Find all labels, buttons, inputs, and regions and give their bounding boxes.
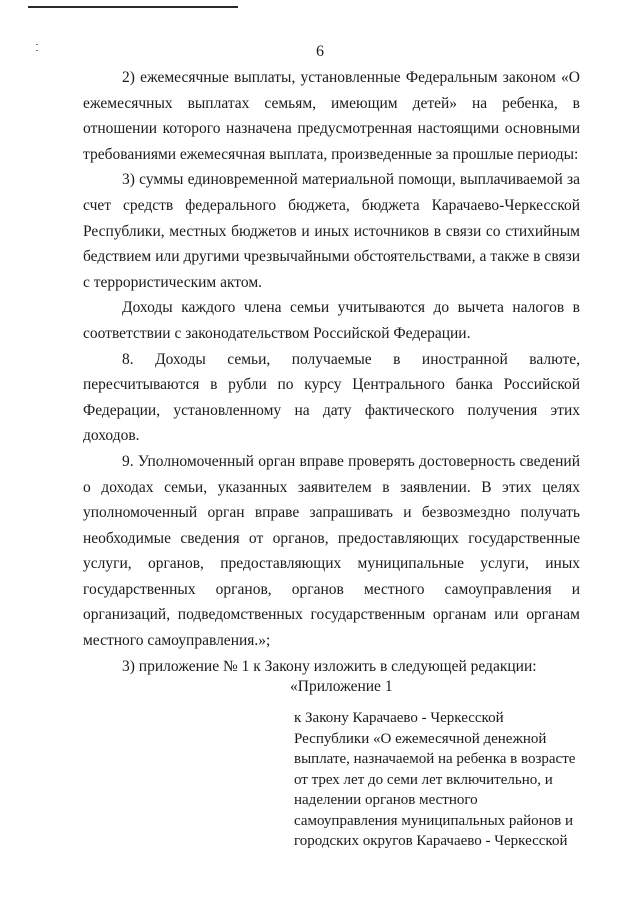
appendix-title: «Приложение 1 (290, 678, 393, 695)
appendix-line: наделении органов местного (294, 792, 478, 808)
paragraph-appendix-amendment: 3) приложение № 1 к Закону изложить в следующей редакции: (122, 657, 537, 675)
paragraph-income-before-taxes: Доходы каждого члена семьи учитываются до вычета налогов в соответствии с законодательством Российской Федерации. (83, 299, 580, 342)
paragraph-monthly-payments: 2) ежемесячные выплаты, установленные Федеральным законом «О ежемесячных выплатах семьям, имеющим детей» на ребенка, в отношении которого назначена предусмотренная настоящими основными требованиями ежемесячная выплата, произведенные за прошлые периоды: (83, 69, 580, 163)
appendix-line: Республики «О ежемесячной денежной (294, 730, 547, 747)
paragraph-foreign-currency: 8. Доходы семьи, получаемые в иностранной валюте, пересчитываются в рубли по курсу Центрального банка Российской Федерации, установленному на дату фактического получения этих доходов. (83, 350, 580, 445)
appendix-line: от трех лет до семи лет включительно, и (294, 771, 553, 788)
paragraph-one-time-aid: 3) суммы единовременной материальной помощи, выплачиваемой за счет средств федерального бюджета, бюджета Карачаево-Черкесской Республики, местных бюджетов и иных источников в связи со стихийным бедствием или другими чрезвычайными обстоятельствами, а также в связи с террористическим актом. (83, 171, 580, 291)
appendix-reference (294, 708, 584, 852)
appendix-line: выплате, назначаемой на ребенка в возрасте (294, 751, 576, 767)
document-body (83, 65, 580, 679)
appendix-line: городских округов Карачаево - Черкесской (294, 833, 568, 849)
page-number: 6 (316, 43, 324, 60)
appendix-line: самоуправления муниципальных районов и (294, 812, 574, 829)
paragraph-verification: 9. Уполномоченный орган вправе проверять достоверность сведений о доходах семьи, указанных заявителем в заявлении. В этих целях уполномоченный орган вправе запрашивать и безвозмездно получать необходимые сведения от органов, предоставляющих государственные услуги, органов, предоставляющих муниципальные услуги, иных государственных органов, органов местного самоуправления и организаций, подведомственных государственным органам или органам местного самоуправления.»; (83, 452, 580, 650)
appendix-line: к Закону Карачаево - Черкесской (294, 710, 504, 726)
top-scan-rule (28, 6, 238, 8)
